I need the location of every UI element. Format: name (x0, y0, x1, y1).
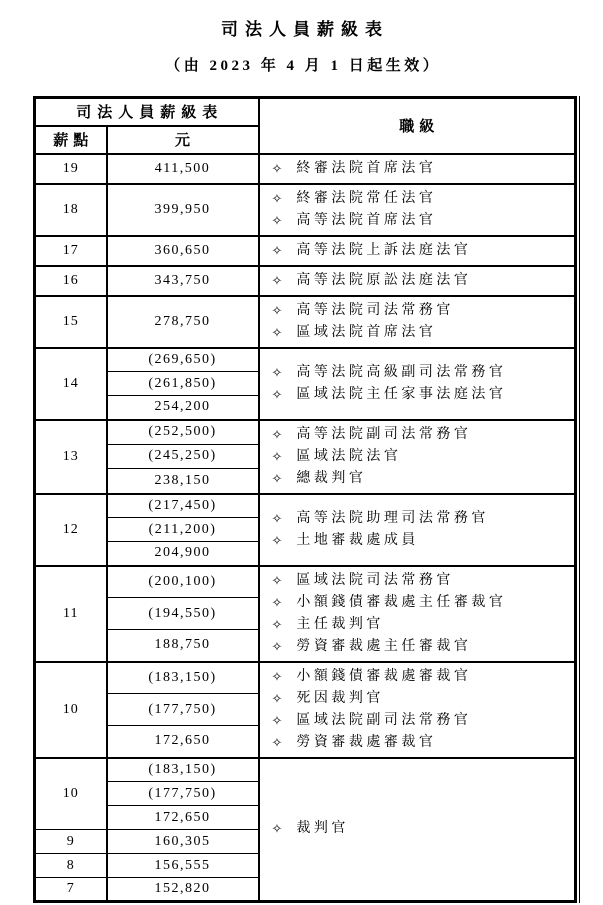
rank-item (272, 188, 571, 210)
diamond-bullet-icon: ✧ (271, 638, 283, 654)
amount-cell: 343,750 (107, 266, 259, 296)
amount-cell: (211,200) (107, 518, 259, 542)
rank-item (272, 468, 571, 490)
rank-cell (259, 420, 576, 494)
pay-point-cell: 7 (35, 878, 107, 902)
rank-label: 高等法院首席法官 (296, 212, 437, 228)
diamond-bullet-icon: ✧ (271, 616, 283, 632)
rank-item (272, 210, 571, 232)
table-row (35, 236, 576, 266)
diamond-bullet-icon: ✧ (271, 594, 283, 610)
rank-label: 終審法院常任法官 (296, 190, 437, 206)
rank-label: 死因裁判官 (296, 690, 384, 706)
pay-scale-table-wrapper (33, 96, 580, 903)
amount-cell: (177,750) (107, 694, 259, 726)
rank-item (272, 158, 571, 180)
diamond-bullet-icon: ✧ (271, 426, 283, 442)
amount-cell: 188,750 (107, 630, 259, 662)
rank-cell (259, 566, 576, 662)
rank-cell (259, 236, 576, 266)
rank-item (272, 818, 571, 840)
rank-cell (259, 154, 576, 184)
amount-cell: 411,500 (107, 154, 259, 184)
table-row (35, 420, 576, 445)
pay-point-cell: 10 (35, 758, 107, 830)
pay-point-cell: 14 (35, 348, 107, 420)
diamond-bullet-icon: ✧ (271, 470, 283, 486)
rank-label: 區域法院副司法常務官 (296, 712, 472, 728)
amount-cell: 278,750 (107, 296, 259, 348)
diamond-bullet-icon: ✧ (271, 386, 283, 402)
pay-point-cell: 8 (35, 854, 107, 878)
amount-cell: 399,950 (107, 184, 259, 236)
pay-point-cell: 16 (35, 266, 107, 296)
amount-cell: (252,500) (107, 420, 259, 445)
pay-point-cell: 15 (35, 296, 107, 348)
pay-scale-body (35, 154, 576, 902)
rank-label: 勞資審裁處主任審裁官 (296, 638, 472, 654)
amount-cell: (217,450) (107, 494, 259, 518)
amount-cell: (183,150) (107, 758, 259, 782)
rank-item (272, 636, 571, 658)
rank-cell (259, 296, 576, 348)
rank-label: 高等法院上訴法庭法官 (296, 242, 472, 258)
table-row (35, 266, 576, 296)
pay-point-cell: 17 (35, 236, 107, 266)
header-group-title: 司法人員薪級表 (35, 98, 259, 126)
rank-item (272, 530, 571, 552)
amount-cell: (269,650) (107, 348, 259, 372)
rank-label: 高等法院高級副司法常務官 (296, 364, 507, 380)
rank-item (272, 384, 571, 406)
amount-cell: (183,150) (107, 662, 259, 694)
amount-cell: 156,555 (107, 854, 259, 878)
diamond-bullet-icon: ✧ (271, 510, 283, 526)
diamond-bullet-icon: ✧ (271, 324, 283, 340)
rank-cell (259, 662, 576, 758)
rank-label: 區域法院主任家事法庭法官 (296, 386, 507, 402)
header-pay-point: 薪點 (35, 126, 107, 154)
table-row (35, 662, 576, 694)
amount-cell: 172,650 (107, 726, 259, 758)
amount-cell: (261,850) (107, 372, 259, 396)
diamond-bullet-icon: ✧ (271, 364, 283, 380)
table-row (35, 154, 576, 184)
rank-item (272, 710, 571, 732)
amount-cell: 204,900 (107, 542, 259, 566)
rank-label: 高等法院助理司法常務官 (296, 510, 489, 526)
diamond-bullet-icon: ✧ (271, 448, 283, 464)
amount-cell: 238,150 (107, 469, 259, 494)
diamond-bullet-icon: ✧ (271, 668, 283, 684)
rank-item (272, 240, 571, 262)
rank-label: 區域法院司法常務官 (296, 572, 454, 588)
header-dollars: 元 (107, 126, 259, 154)
table-row (35, 758, 576, 782)
rank-item (272, 362, 571, 384)
rank-cell (259, 758, 576, 902)
rank-item (272, 300, 571, 322)
rank-item (272, 732, 571, 754)
rank-label: 高等法院副司法常務官 (296, 426, 472, 442)
pay-point-cell: 11 (35, 566, 107, 662)
rank-cell (259, 494, 576, 566)
rank-item (272, 270, 571, 292)
diamond-bullet-icon: ✧ (271, 532, 283, 548)
rank-cell (259, 266, 576, 296)
rank-item (272, 666, 571, 688)
rank-cell (259, 184, 576, 236)
table-row (35, 494, 576, 518)
table-row (35, 348, 576, 372)
rank-label: 勞資審裁處審裁官 (296, 734, 437, 750)
rank-label: 高等法院司法常務官 (296, 302, 454, 318)
page-title: 司法人員薪級表 (221, 20, 389, 39)
pay-point-cell: 13 (35, 420, 107, 494)
amount-cell: 360,650 (107, 236, 259, 266)
amount-cell: 172,650 (107, 806, 259, 830)
rank-label: 區域法院法官 (296, 448, 402, 464)
pay-scale-table (33, 96, 577, 903)
rank-label: 小額錢債審裁處審裁官 (296, 668, 472, 684)
pay-point-cell: 12 (35, 494, 107, 566)
amount-cell: 254,200 (107, 396, 259, 420)
diamond-bullet-icon: ✧ (271, 160, 283, 176)
rank-label: 裁判官 (296, 821, 349, 837)
amount-cell: (177,750) (107, 782, 259, 806)
rank-item (272, 592, 571, 614)
diamond-bullet-icon: ✧ (271, 190, 283, 206)
rank-item (272, 322, 571, 344)
rank-label: 區域法院首席法官 (296, 324, 437, 340)
pay-point-cell: 10 (35, 662, 107, 758)
table-row (35, 566, 576, 598)
diamond-bullet-icon: ✧ (271, 302, 283, 318)
page-subtitle: （由 2023 年 4 月 1 日起生效） (165, 58, 442, 74)
diamond-bullet-icon: ✧ (271, 734, 283, 750)
table-row (35, 296, 576, 348)
rank-item (272, 614, 571, 636)
pay-point-cell: 19 (35, 154, 107, 184)
amount-cell: (245,250) (107, 444, 259, 469)
diamond-bullet-icon: ✧ (271, 242, 283, 258)
amount-cell: 152,820 (107, 878, 259, 902)
diamond-bullet-icon: ✧ (271, 712, 283, 728)
table-header (35, 98, 576, 154)
amount-cell: (194,550) (107, 598, 259, 630)
diamond-bullet-icon: ✧ (271, 821, 283, 837)
rank-label: 高等法院原訟法庭法官 (296, 272, 472, 288)
diamond-bullet-icon: ✧ (271, 572, 283, 588)
header-row-group (35, 98, 576, 126)
rank-label: 總裁判官 (296, 470, 367, 486)
diamond-bullet-icon: ✧ (271, 212, 283, 228)
amount-cell: (200,100) (107, 566, 259, 598)
rank-item (272, 424, 571, 446)
pay-point-cell: 9 (35, 830, 107, 854)
rank-cell (259, 348, 576, 420)
rank-label: 土地審裁處成員 (296, 532, 419, 548)
rank-item (272, 570, 571, 592)
rank-item (272, 688, 571, 710)
diamond-bullet-icon: ✧ (271, 690, 283, 706)
pay-point-cell: 18 (35, 184, 107, 236)
amount-cell: 160,305 (107, 830, 259, 854)
rank-item (272, 508, 571, 530)
diamond-bullet-icon: ✧ (271, 272, 283, 288)
table-row (35, 184, 576, 236)
header-rank: 職級 (259, 98, 576, 154)
rank-item (272, 446, 571, 468)
rank-label: 主任裁判官 (296, 616, 384, 632)
rank-label: 小額錢債審裁處主任審裁官 (296, 594, 507, 610)
rank-label: 終審法院首席法官 (296, 160, 437, 176)
